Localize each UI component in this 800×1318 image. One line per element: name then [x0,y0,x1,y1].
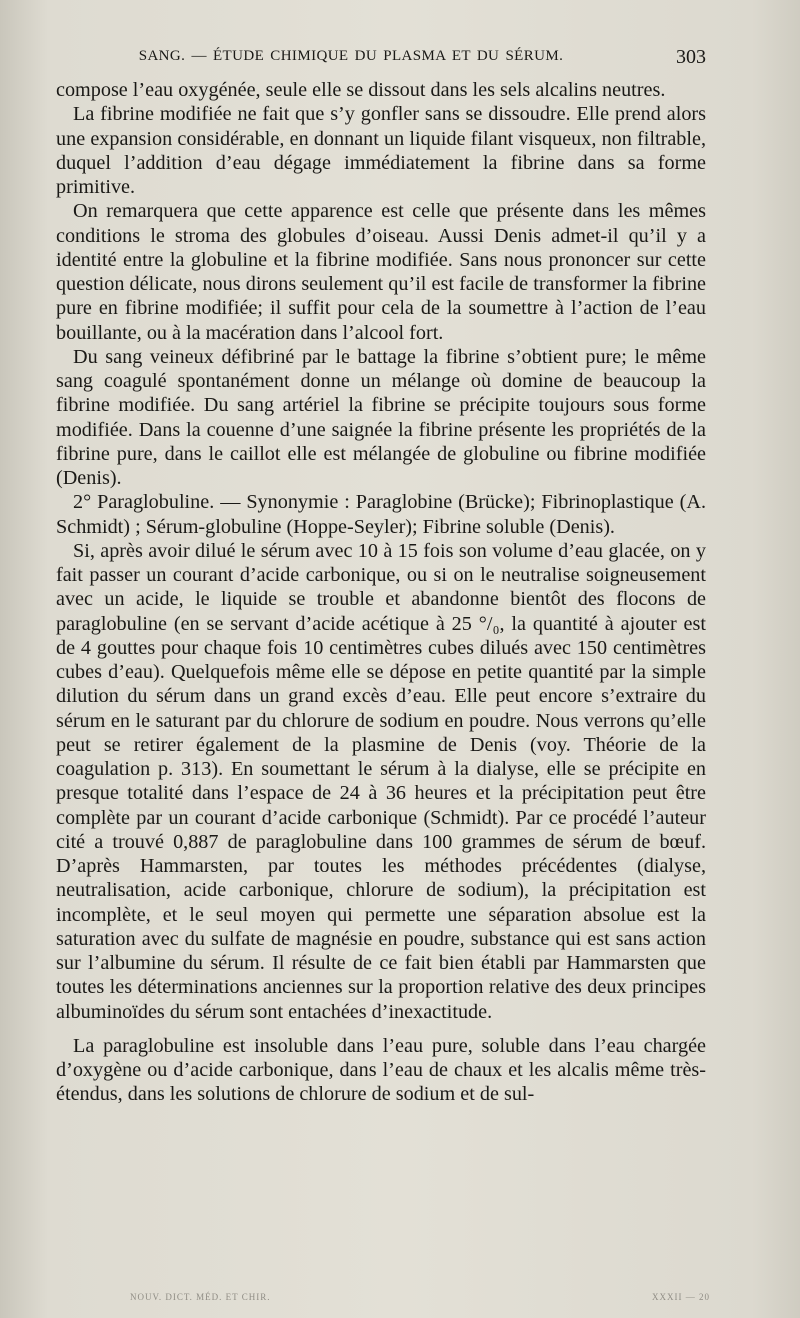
signature-left: NOUV. DICT. MÉD. ET CHIR. [130,1292,271,1302]
page-header [56,44,706,74]
paragraph-sang-veineux: Du sang veineux défibriné par le battage la fibrine s’obtient pure; le même sang coagulé spontanément donne un mélange où domine de beaucoup la fibrine modifiée. Du sang artériel la fibrine se précipite toujours sous forme modifiée. Dans la couenne d’une saignée la fibrine présente les propriétés de la fibrine pure, dans le caillot elle est mélangée de globuline ou fibrine modifiée (Denis). [56,345,706,489]
printer-signature [130,1292,710,1302]
page-number: 303 [676,46,706,68]
paragraph-paraglobuline-heading: 2° Paraglobuline. — Synonymie : Paraglobine (Brücke); Fibrinoplastique (A. Schmidt) ; Sérum-globuline (Hoppe-Seyler); Fibrine soluble (Denis). [56,491,706,538]
paragraph-fibrine-modifiee: La fibrine modifiée ne fait que s’y gonfler sans se dissoudre. Elle prend alors une expansion considérable, en donnant un liquide filant visqueux, non filtrable, duquel l’addition d’eau dégage immédiatement la fibrine dans sa forme primitive. [56,103,706,198]
paragraph-stroma: On remarquera que cette apparence est celle que présente dans les mêmes conditions le stroma des globules d’oiseau. Aussi Denis admet-il qu’il y a identité entre la globuline et la fibrine modifiée. Sans nous prononcer sur cette question délicate, nous dirons seulement qu’il est facile de transformer la fibrine pure en fibrine modifiée; il suffit pour cela de la soumettre à l’action de l’eau bouillante, ou à la macération dans l’alcool fort. [56,200,706,344]
paragraph-continuation: compose l’eau oxygénée, seule elle se dissout dans les sels alcalins neutres. [56,79,666,101]
running-head: SANG. — ÉTUDE CHIMIQUE DU PLASMA ET DU SÉRUM. [138,48,564,64]
signature-right: XXXII — 20 [652,1292,710,1302]
paragraph-solubilite: La paraglobuline est insoluble dans l’eau pure, soluble dans l’eau chargée d’oxygène ou d’acide carbonique, dans l’eau de chaux et les alcalis même très-étendus, dans les solutions de chlorure de sodium et de sul- [56,1034,706,1106]
body-text [56,78,706,1107]
paragraph-preparation: Si, après avoir dilué le sérum avec 10 à 15 fois son volume d’eau glacée, on y fait passer un courant d’acide carbonique, ou si on le neutralise soigneusement avec un acide, le liquide se trouble et abandonne bientôt des flocons de paraglobuline (en se servant d’acide acétique à 25 °/₀, la quantité à ajouter est de 4 gouttes pour chaque fois 10 centimètres cubes dilués avec 150 centimètres cubes d’eau). Quelquefois même elle se dépose en petite quantité par la simple dilution du sérum dans un grand excès d’eau. Elle peut encore s’extraire du sérum en le saturant par du chlorure de sodium en poudre. Nous verrons qu’elle peut se retirer également de la plasmine de Denis (voy. Théorie de la coagulation p. 313). En soumettant le sérum à la dialyse, elle se précipite en presque totalité dans l’espace de 24 à 36 heures et la précipitation peut être complète par un courant d’acide carbonique (Schmidt). Par ce procédé l’auteur cité a trouvé 0,887 de paraglobuline dans 100 grammes de sérum de bœuf. D’après Hammarsten, par toutes les méthodes précédentes (dialyse, neutralisation, acide carbonique, chlorure de sodium), la précipitation est incomplète, et le seul moyen qui permette une séparation absolue est la saturation avec du sulfate de magnésie en poudre, substance qui est sans action sur l’albumine du sérum. Il résulte de ce fait bien établi par Hammarsten que toutes les déterminations anciennes sur la proportion relative des deux principes albuminoïdes du sérum sont entachées d’inexactitude. [56,539,706,1023]
